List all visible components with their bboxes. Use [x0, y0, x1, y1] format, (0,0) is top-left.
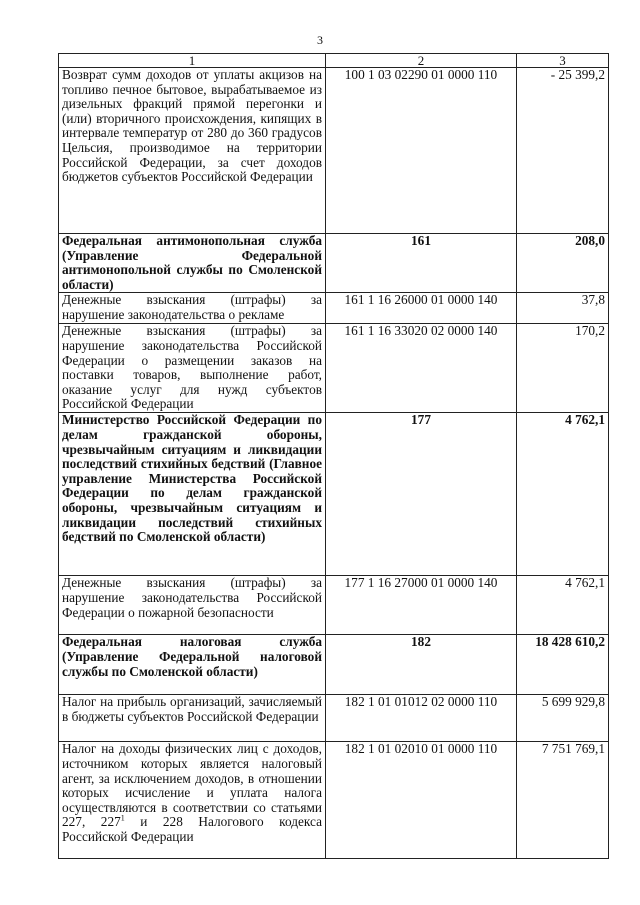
row-description: Налог на прибыль организаций, зачисляемый в бюджеты субъектов Российской Федерации — [59, 695, 326, 742]
table-row — [59, 234, 609, 293]
row-amount: 5 699 929,8 — [517, 695, 609, 742]
row-code: 182 1 01 01012 02 0000 110 — [326, 695, 517, 742]
row-amount: 4 762,1 — [517, 576, 609, 635]
row-description: Федеральная налоговая служба (Управление Федеральной налоговой службы по Смоленской области) — [59, 635, 326, 695]
table-header-row — [59, 54, 609, 68]
row-description-superscript: 1 — [120, 813, 125, 823]
row-code: 161 1 16 26000 01 0000 140 — [326, 293, 517, 324]
row-amount: 37,8 — [517, 293, 609, 324]
row-code: 182 — [326, 635, 517, 695]
row-description: Министерство Российской Федерации по делам гражданской обороны, чрезвычайным ситуациям и ликвидации последствий стихийных бедствий (Главное управление Министерства Российской Федерации по делам гражданской обороны, чрезвычайным ситуациям и ликвидации последствий стихийных бедствий по Смоленской области) — [59, 413, 326, 576]
row-code: 182 1 01 02010 01 0000 110 — [326, 742, 517, 859]
column-header-1: 1 — [59, 54, 326, 68]
row-amount: 4 762,1 — [517, 413, 609, 576]
budget-revenue-table — [58, 53, 609, 859]
page-number: 3 — [317, 33, 323, 47]
column-header-2: 2 — [326, 54, 517, 68]
row-code: 177 — [326, 413, 517, 576]
row-amount: 208,0 — [517, 234, 609, 293]
table-row — [59, 742, 609, 859]
row-code: 100 1 03 02290 01 0000 110 — [326, 68, 517, 234]
table-row — [59, 68, 609, 234]
table-row — [59, 695, 609, 742]
table-row — [59, 413, 609, 576]
table-row — [59, 576, 609, 635]
table-row — [59, 635, 609, 695]
row-amount: 7 751 769,1 — [517, 742, 609, 859]
row-description: Денежные взыскания (штрафы) за нарушение законодательства о рекламе — [59, 293, 326, 324]
row-code: 161 — [326, 234, 517, 293]
row-description — [59, 742, 326, 859]
table-row — [59, 324, 609, 413]
row-description: Денежные взыскания (штрафы) за нарушение законодательства Российской Федерации о размещении заказов на поставки товаров, выполнение работ, оказание услуг для нужд субъектов Российской Федерации — [59, 324, 326, 413]
row-description: Федеральная антимонопольная служба (Управление Федеральной антимонопольной службы по Смоленской области) — [59, 234, 326, 293]
column-header-3: 3 — [517, 54, 609, 68]
row-code: 177 1 16 27000 01 0000 140 — [326, 576, 517, 635]
table-row — [59, 293, 609, 324]
row-description-text: Налог на доходы физических лиц с доходов, источником которых является налоговый агент, за исключением доходов, в отношении которых исчисление и уплата налога осуществляются в соответствии со статьями 227, 227 — [62, 741, 322, 830]
row-code: 161 1 16 33020 02 0000 140 — [326, 324, 517, 413]
row-description-text-tail: и 228 Налогового кодекса Российской Федерации — [62, 814, 322, 844]
row-description: Возврат сумм доходов от уплаты акцизов на топливо печное бытовое, вырабатываемое из дизельных фракций прямой перегонки и (или) вторичного происхождения, кипящих в интервале температур от 280 до 360 градусов Цельсия, производимое на территории Российской Федерации, за счет доходов бюджетов субъектов Российской Федерации — [59, 68, 326, 234]
row-description: Денежные взыскания (штрафы) за нарушение законодательства Российской Федерации о пожарной безопасности — [59, 576, 326, 635]
row-amount: 170,2 — [517, 324, 609, 413]
row-amount: - 25 399,2 — [517, 68, 609, 234]
row-amount: 18 428 610,2 — [517, 635, 609, 695]
